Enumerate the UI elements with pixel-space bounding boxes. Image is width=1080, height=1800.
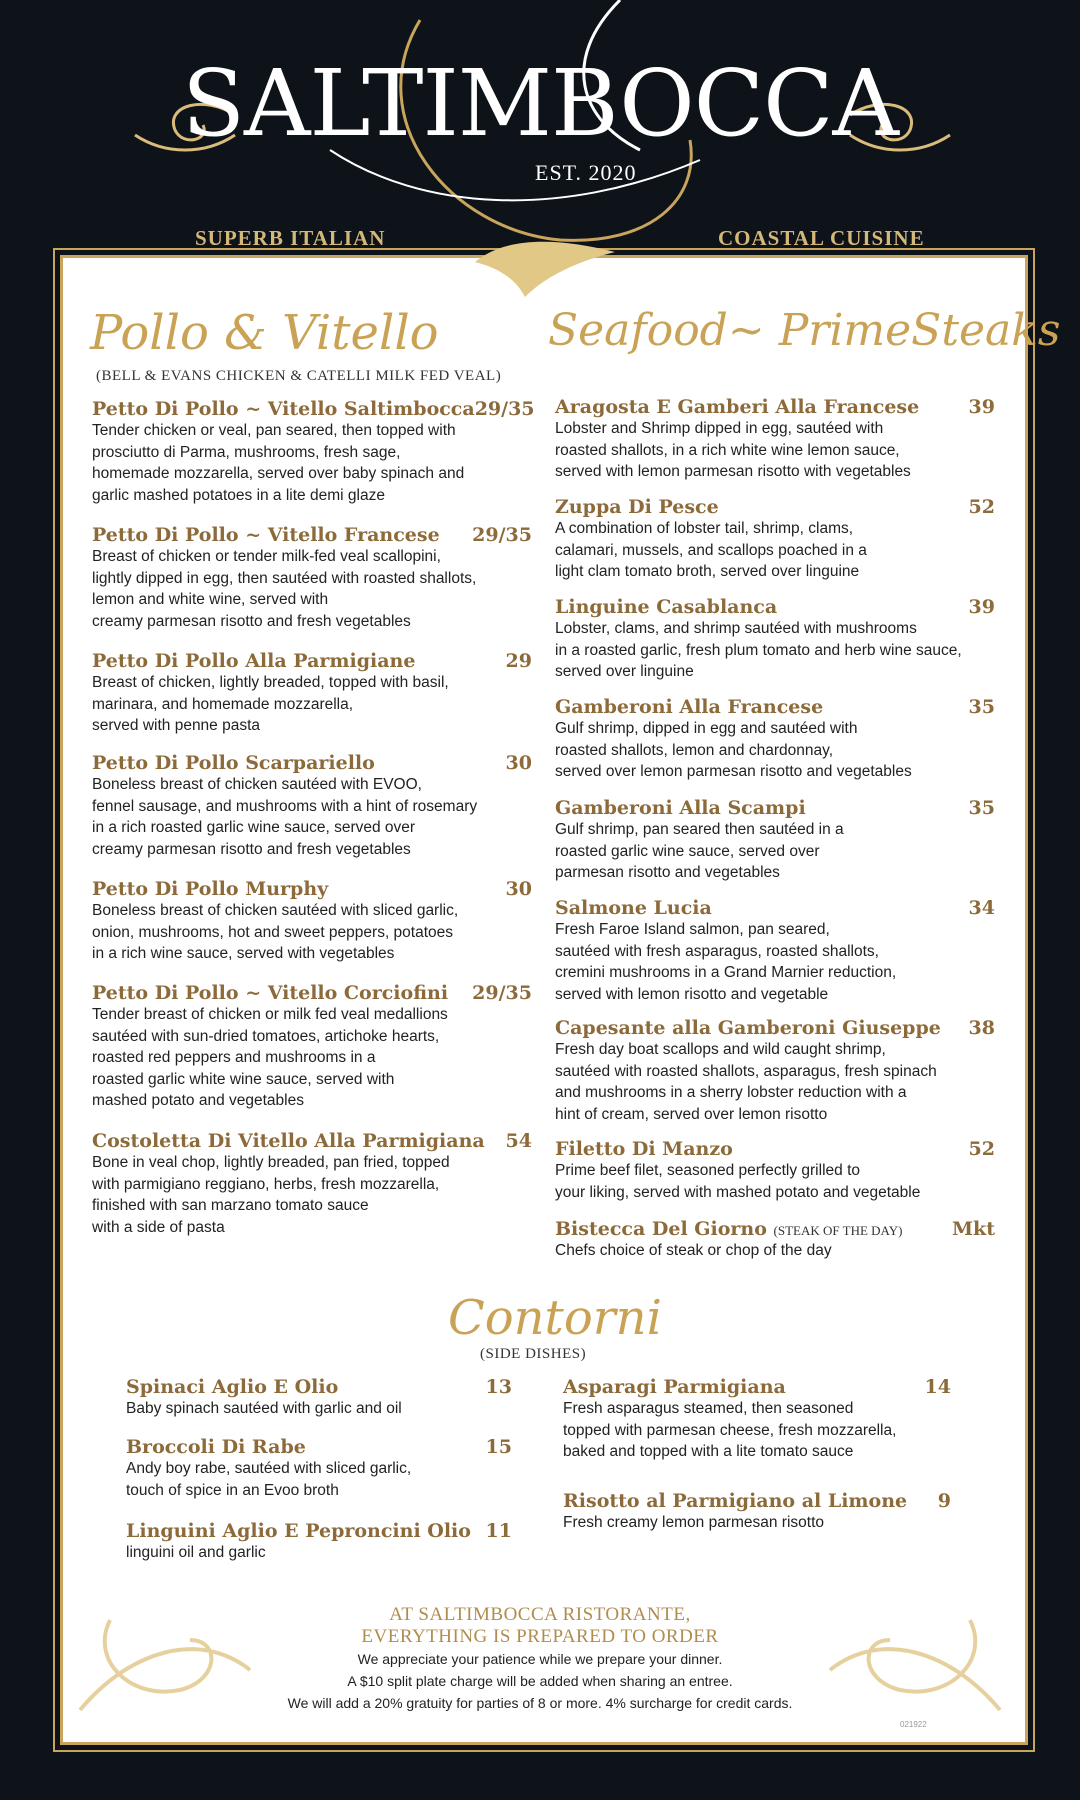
- menu-item: [92, 878, 532, 965]
- seafood-section-title: Seafood~ PrimeSteaks: [548, 305, 1061, 356]
- item-name: Petto Di Pollo Scarpariello: [92, 752, 375, 774]
- item-price: 38: [968, 1017, 995, 1039]
- item-description: Fresh Faroe Island salmon, pan seared, sautéed with fresh asparagus, roasted shallots, cremini mushrooms in a Grand Marnier reduction, served with lemon risotto and vegetable: [555, 921, 897, 1003]
- menu-item: [555, 1218, 995, 1262]
- gold-leaf-emblem-icon: [465, 232, 625, 302]
- item-description: Bone in veal chop, lightly breaded, pan fried, topped with parmigiano reggiano, herbs, fresh mozzarella, finished with san marzano tomato sauce with a side of pasta: [92, 1154, 450, 1236]
- menu-item: [555, 696, 995, 783]
- item-name: Bistecca Del Giorno: [555, 1218, 767, 1240]
- contorni-section-title: Contorni: [448, 1290, 662, 1346]
- item-price: 54: [505, 1130, 532, 1152]
- menu-code: 021922: [900, 1720, 927, 1729]
- menu-item: [555, 496, 995, 583]
- contorni-section-subtitle: (SIDE DISHES): [480, 1346, 587, 1362]
- item-name: Costoletta Di Vitello Alla Parmigiana: [92, 1130, 485, 1152]
- item-name: Petto Di Pollo ~ Vitello Corciofini: [92, 982, 449, 1004]
- item-name: Spinaci Aglio E Olio: [126, 1376, 339, 1398]
- item-price: Mkt: [952, 1218, 995, 1240]
- item-price: 15: [485, 1436, 512, 1458]
- item-price: 14: [924, 1376, 951, 1398]
- established-year: EST. 2020: [535, 160, 637, 185]
- item-description: Boneless breast of chicken sautéed with sliced garlic, onion, mushrooms, hot and sweet peppers, potatoes in a rich wine sauce, served with vegetables: [92, 902, 459, 962]
- menu-item: [92, 752, 532, 860]
- menu-item: [92, 398, 535, 506]
- item-description: Lobster, clams, and shrimp sautéed with mushrooms in a roasted garlic, fresh plum tomato and herb wine sauce, served over linguine: [555, 620, 962, 680]
- item-name: Capesante alla Gamberoni Giuseppe: [555, 1017, 941, 1039]
- item-price: 29/35: [474, 398, 535, 420]
- item-description: linguini oil and garlic: [126, 1544, 266, 1561]
- item-description: Gulf shrimp, pan seared then sautéed in a roasted garlic wine sauce, served over parmesan risotto and vegetables: [555, 821, 844, 881]
- item-name: Gamberoni Alla Francese: [555, 696, 824, 718]
- footer-title-line1: AT SALTIMBOCCA RISTORANTE,: [389, 1604, 691, 1625]
- item-name: Asparagi Parmigiana: [563, 1376, 786, 1398]
- item-price: 39: [968, 396, 995, 418]
- item-description: Andy boy rabe, sautéed with sliced garlic, touch of spice in an Evoo broth: [126, 1460, 412, 1499]
- footer-note-gratuity: We will add a 20% gratuity for parties of 8 or more. 4% surcharge for credit cards.: [287, 1695, 793, 1711]
- item-description: Tender chicken or veal, pan seared, then topped with prosciutto di Parma, mushrooms, fresh sage, homemade mozzarella, served over baby spinach and garlic mashed potatoes in a lite demi glaze: [92, 422, 465, 504]
- item-description: Tender breast of chicken or milk fed veal medallions sautéed with sun-dried tomatoes, artichoke hearts, roasted red peppers and mushrooms in a roasted garlic white wine sauce, served with mashed potato and vegetables: [92, 1006, 448, 1109]
- item-description: A combination of lobster tail, shrimp, clams, calamari, mussels, and scallops poached in a light clam tomato broth, served over linguine: [555, 520, 867, 580]
- item-description: Breast of chicken, lightly breaded, topped with basil, marinara, and homemade mozzarella, served with penne pasta: [92, 674, 449, 734]
- restaurant-logo: SALTIMBOCCA: [182, 50, 898, 157]
- item-name: Filetto Di Manzo: [555, 1138, 733, 1160]
- item-description: Fresh day boat scallops and wild caught shrimp, sautéed with roasted shallots, asparagus, fresh spinach and mushrooms in a sherry lobster reduction with a hint of cream, served over lemon risotto: [555, 1041, 937, 1123]
- pollo-section-title: Pollo & Vitello: [90, 305, 439, 361]
- item-price: 29/35: [472, 524, 532, 546]
- item-name: Linguini Aglio E Peproncini Olio: [126, 1520, 471, 1542]
- item-price: 52: [968, 496, 995, 518]
- item-name: Zuppa Di Pesce: [555, 496, 719, 518]
- item-name: Linguine Casablanca: [555, 596, 778, 618]
- item-description: Prime beef filet, seasoned perfectly grilled to your liking, served with mashed potato and vegetable: [555, 1162, 921, 1201]
- item-name: Broccoli Di Rabe: [126, 1436, 306, 1458]
- item-price: 9: [937, 1490, 951, 1512]
- footer-note-split-plate: A $10 split plate charge will be added when sharing an entree.: [347, 1673, 733, 1689]
- menu-item: [555, 596, 995, 683]
- item-price: 30: [505, 878, 532, 900]
- item-description: Boneless breast of chicken sautéed with EVOO, fennel sausage, and mushrooms with a hint of rosemary in a rich roasted garlic wine sauce, served over creamy parmesan risotto and fresh vegetables: [92, 776, 478, 858]
- menu-item: [555, 897, 995, 1005]
- item-name: Petto Di Pollo Murphy: [92, 878, 329, 900]
- tagline-left: SUPERB ITALIAN: [195, 226, 386, 250]
- item-name: Petto Di Pollo Alla Parmigiane: [92, 650, 416, 672]
- item-name: Petto Di Pollo ~ Vitello Francese: [92, 524, 440, 546]
- item-name: Risotto al Parmigiano al Limone: [563, 1490, 908, 1512]
- menu-item: [563, 1490, 951, 1534]
- menu-header: [0, 0, 1080, 260]
- menu-item: [92, 524, 532, 632]
- item-description: Baby spinach sautéed with garlic and oil: [126, 1400, 402, 1417]
- menu-item: [92, 650, 532, 737]
- item-note: (STEAK OF THE DAY): [773, 1223, 903, 1238]
- item-price: 35: [968, 797, 995, 819]
- item-description: Fresh asparagus steamed, then seasoned topped with parmesan cheese, fresh mozzarella, baked and topped with a lite tomato sauce: [563, 1400, 897, 1460]
- item-name: Aragosta E Gamberi Alla Francese: [555, 396, 920, 418]
- menu-item: [92, 982, 532, 1112]
- menu-item: [126, 1520, 512, 1564]
- item-price: 30: [505, 752, 532, 774]
- item-description: Breast of chicken or tender milk-fed veal scallopini, lightly dipped in egg, then sautéed with roasted shallots, lemon and white wine, served with creamy parmesan risotto and fresh vegetables: [92, 548, 477, 630]
- menu-item: [555, 396, 995, 483]
- item-price: 29: [505, 650, 532, 672]
- item-name: Petto Di Pollo ~ Vitello Saltimbocca: [92, 398, 475, 420]
- item-price: 52: [968, 1138, 995, 1160]
- item-price: 34: [968, 897, 995, 919]
- item-price: 11: [485, 1520, 512, 1542]
- menu-item: [563, 1376, 951, 1463]
- item-price: 13: [485, 1376, 512, 1398]
- item-description: Lobster and Shrimp dipped in egg, sautéed with roasted shallots, in a rich white wine lemon sauce, served with lemon parmesan risotto with vegetables: [555, 420, 911, 480]
- menu-item: [126, 1436, 512, 1501]
- item-description: Fresh creamy lemon parmesan risotto: [563, 1514, 825, 1531]
- menu-item: [92, 1130, 532, 1238]
- menu-item: [555, 797, 995, 884]
- menu-item: [555, 1138, 995, 1203]
- menu-item: [555, 1017, 995, 1125]
- footer-note-patience: We appreciate your patience while we prepare your dinner.: [357, 1651, 723, 1667]
- item-description: Gulf shrimp, dipped in egg and sautéed with roasted shallots, lemon and chardonnay, served over lemon parmesan risotto and vegetables: [555, 720, 912, 780]
- item-price: 39: [968, 596, 995, 618]
- item-price: 35: [968, 696, 995, 718]
- item-name: Salmone Lucia: [555, 897, 712, 919]
- footer-title-line2: EVERYTHING IS PREPARED TO ORDER: [361, 1626, 719, 1647]
- pollo-section-subtitle: (BELL & EVANS CHICKEN & CATELLI MILK FED VEAL): [96, 368, 502, 384]
- item-price: 29/35: [472, 982, 532, 1004]
- item-description: Chefs choice of steak or chop of the day: [555, 1242, 832, 1259]
- menu-item: [126, 1376, 512, 1420]
- tagline-right: COASTAL CUISINE: [718, 226, 925, 250]
- item-name: Gamberoni Alla Scampi: [555, 797, 806, 819]
